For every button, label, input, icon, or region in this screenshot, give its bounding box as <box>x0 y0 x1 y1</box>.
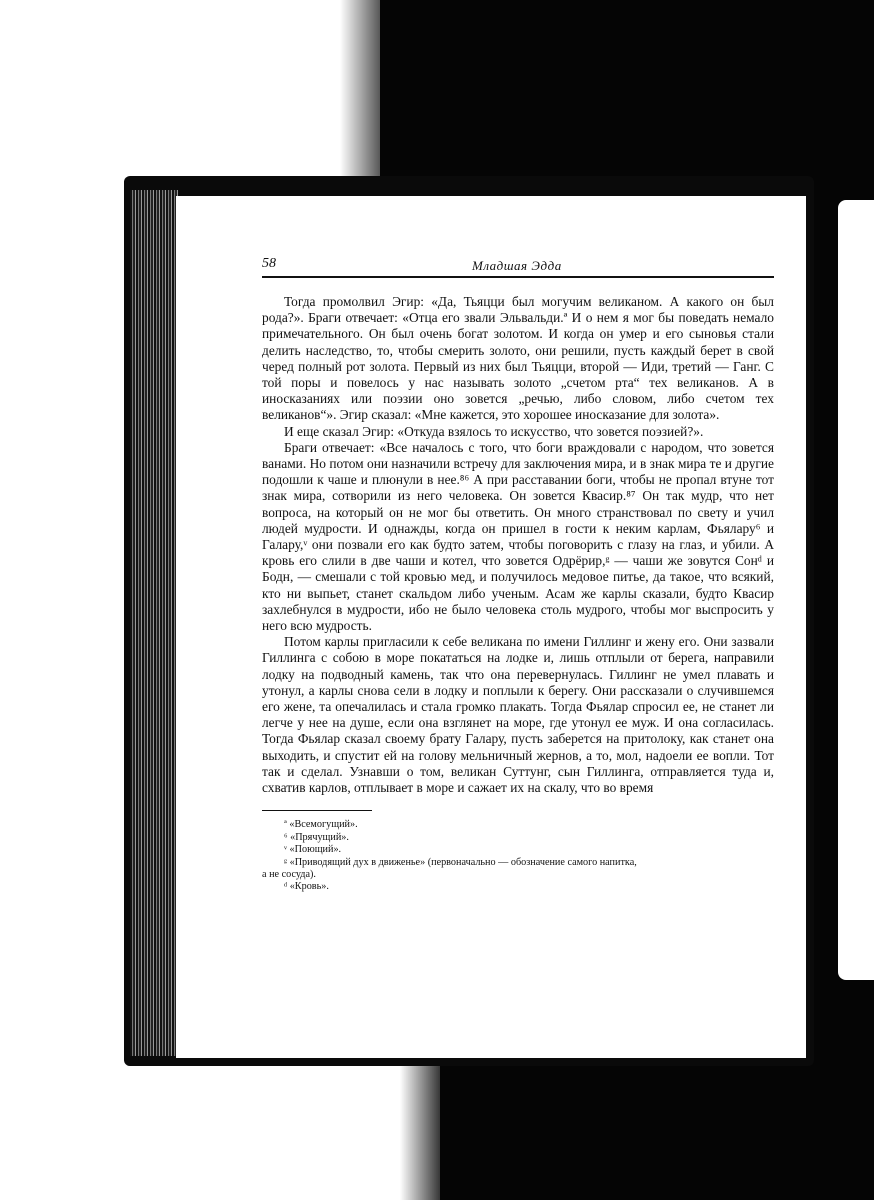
page-number: 58 <box>262 256 276 271</box>
footnote: ª «Всемогущий». <box>284 819 358 831</box>
footnote: ᵛ «Поющий». <box>284 844 342 856</box>
footnotes <box>262 819 774 893</box>
footnote-divider <box>262 810 372 811</box>
paragraph: Тогда промолвил Эгир: «Да, Тьяцци был могучим великаном. А какого он был рода?». Браги отвечает: «Отца его звали Эльвальди.ª И о нем я мог бы поведать немало примечательного. Он был очень богат золотом. И когда он умер и его сыновья стали делить наследство, то, чтобы смерить золото, они решили, пусть каждый берет в свой черед полный рот золота. Первый из них был Тьяцци, второй — Иди, третий — Ганг. С той поры и повелось у нас называть золото „счетом рта“ тех великанов. А в иносказаниях или поэзии оно зовется „речью, либо словом, либо счетом тех великанов“». Эгир сказал: «Мне кажется, это хорошее иносказание для золота». <box>262 294 774 423</box>
book-spine-edge <box>130 190 178 1056</box>
paragraph: Потом карлы пригласили к себе великана по имени Гиллинг и жену его. Они зазвали Гиллинга с собою в море покататься на лодке и, лишь отплыли от берега, направили лодку на подводный камень, так что она перевернулась. Гиллинг не умел плавать и утонул, а карлы снова сели в лодку и поплыли к берегу. Они рассказали о случившемся его жене, та опечалилась и стала громко плакать. Тогда Фьялар спросил ее, не станет ли легче у нее на душе, если она взглянет на море, где утонул ее муж. И она согласилась. Тогда Фьялар сказал своему брату Галару, пусть заберется на притолоку, как станет она выходить, и спустит ей на голову мельничный жернов, а то, мол, надоели ее вопли. Тот так и сделал. Узнавши о том, великан Суттунг, сын Гиллинга, отправляется туда и, схватив карлов, отплывает в море и сажает их на скалу, что во время <box>262 634 774 796</box>
footnote-continuation: а не сосуда). <box>262 868 316 880</box>
page-header <box>262 256 774 278</box>
adjacent-page-edge <box>838 200 874 980</box>
scan-background-bottom <box>440 1060 874 1200</box>
footnote: ᵍ «Приводящий дух в движенье» (первоначально — обозначение самого напитка, <box>284 856 637 868</box>
paragraph: Браги отвечает: «Все началось с того, что боги враждовали с народом, что зовется ванами. Но потом они назначили встречу для заключения мира, и в знак мира те и другие подошли к чаше и плюнули в нее.⁸⁶ А при расставании боги, чтобы не пропал втуне тот знак мира, сотворили из него человека. Он зовется Квасир.⁸⁷ Он так мудр, что нет вопроса, на который он не мог бы ответить. Он много странствовал по свету и учил людей мудрости. И однажды, когда он пришел в гости к неким карлам, Фьялару⁶ и Галару,ᵛ они позвали его как будто затем, чтобы поговорить с глазу на глаз, и убили. А кровь его слили в две чаши и котел, что зовется Одрёрир,ᵍ — чаши же зовутся Сонᵈ и Бодн, — смешали с той кровью мед, и получилось медовое питье, да такое, что всякий, кто ни выпьет, станет скальдом либо ученым. Асам же карлы сказали, будто Квасир захлебнулся в мудрости, ибо не было человека столь мудрого, чтобы мог выспросить у него всю мудрость. <box>262 439 774 634</box>
page-content <box>262 256 774 894</box>
footnote: ᵈ «Кровь». <box>284 881 329 893</box>
paragraph: И еще сказал Эгир: «Откуда взялось то искусство, что зовется поэзией?». <box>284 423 704 439</box>
running-title: Младшая Эдда <box>472 258 562 273</box>
footnote: ⁶ «Прячущий». <box>284 831 349 843</box>
scan-background-top <box>380 0 874 190</box>
